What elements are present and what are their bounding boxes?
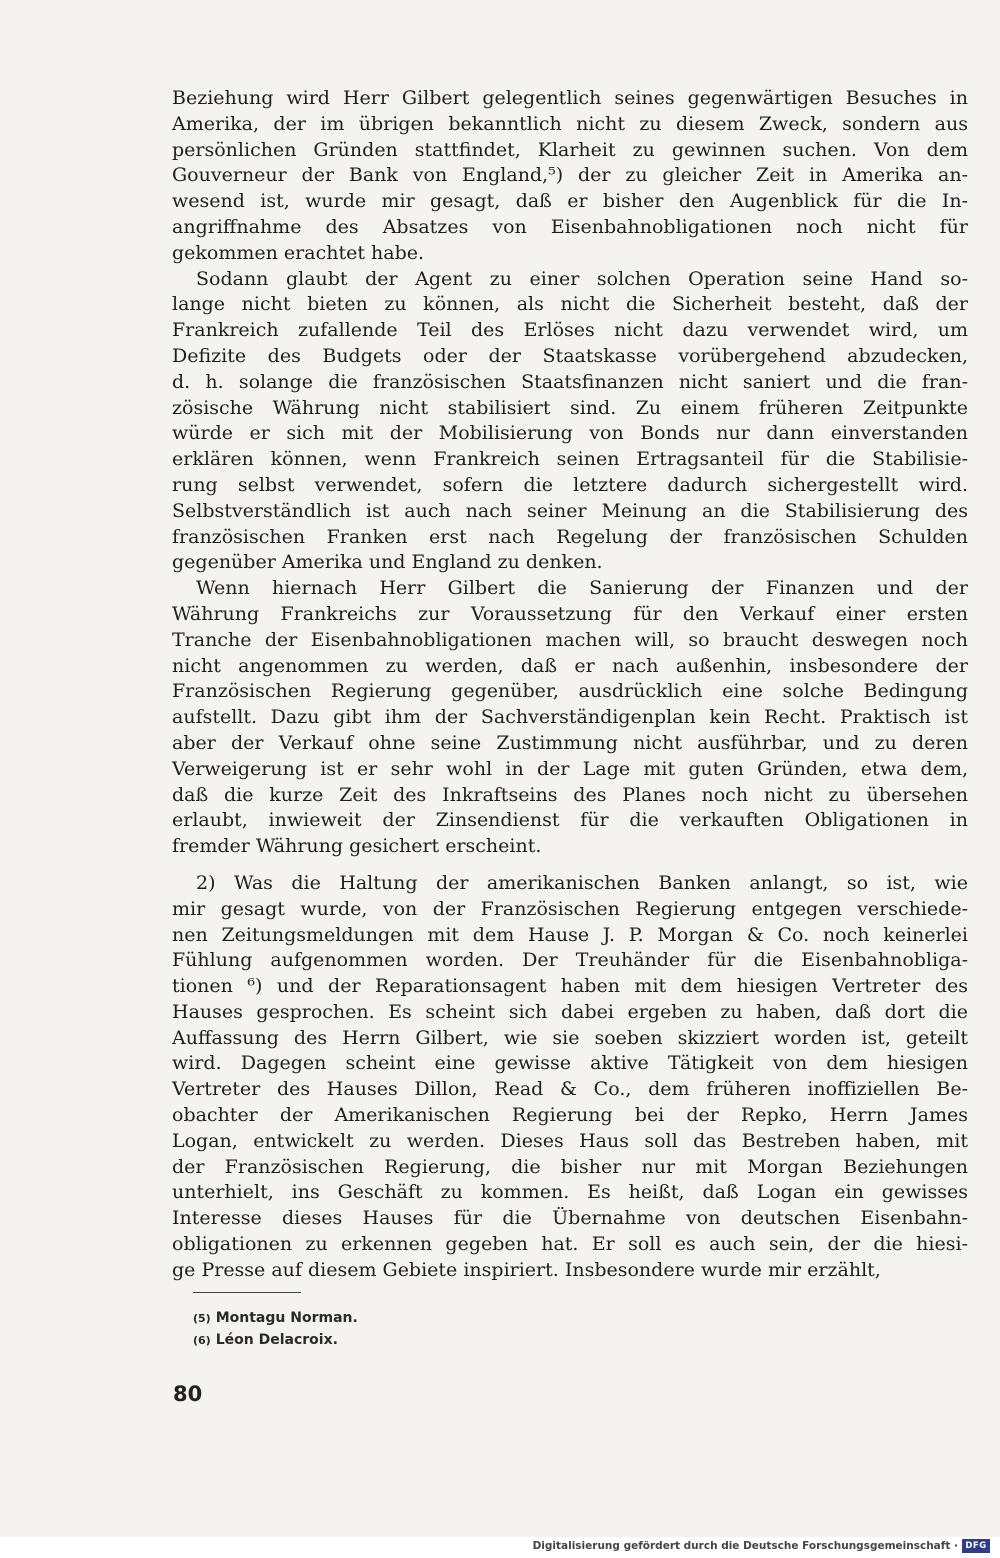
text-line: Fühlung aufgenommen worden. Der Treuhänder für die Eisenbahnobliga- xyxy=(172,949,968,972)
paragraph xyxy=(172,576,968,860)
text-line: obligationen zu erkennen gegeben hat. Er soll es auch sein, der die hiesi- xyxy=(172,1233,968,1256)
text-line: d. h. solange die französischen Staatsfinanzen nicht saniert und die fran- xyxy=(172,370,968,393)
text-line: Vertreter des Hauses Dillon, Read & Co., dem früheren inoffiziellen Be- xyxy=(172,1078,968,1101)
text-line: Beziehung wird Herr Gilbert gelegentlich seines gegenwärtigen Besuches in xyxy=(172,87,968,109)
paragraph xyxy=(172,871,968,1284)
footnote-marker: (5) xyxy=(193,1312,211,1325)
text-line: Währung Frankreichs zur Voraussetzung für den Verkauf einer ersten xyxy=(172,602,968,625)
text-line: der Französischen Regierung, die bisher nur mit Morgan Beziehungen xyxy=(172,1155,968,1178)
footnote-rule xyxy=(193,1292,301,1293)
text-line: Frankreich zufallende Teil des Erlöses nicht dazu verwendet wird, um xyxy=(172,319,968,342)
text-line: Verweigerung ist er sehr wohl in der Lage mit guten Gründen, etwa dem, xyxy=(172,757,968,780)
text-line: fremder Währung gesichert erscheint. xyxy=(172,835,542,858)
text-line: ge Presse auf diesem Gebiete inspiriert. Insbesondere wurde mir erzählt, xyxy=(172,1258,881,1281)
text-line: zösische Währung nicht stabilisiert sind. Zu einem früheren Zeitpunkte xyxy=(172,396,968,419)
paragraph-gap xyxy=(172,860,968,871)
text-line: daß die kurze Zeit des Inkraftseins des Planes noch nicht zu übersehen xyxy=(172,783,968,806)
text-line: tionen ⁶) und der Reparationsagent haben mit dem hiesigen Vertreter des xyxy=(172,975,968,998)
text-line: nen Zeitungsmeldungen mit dem Hause J. P. Morgan & Co. noch keinerlei xyxy=(172,923,968,946)
text-line: angriffnahme des Absatzes von Eisenbahnobligationen noch nicht für xyxy=(172,215,968,238)
digitization-credit: Digitalisierung gefördert durch die Deutsche Forschungsgemeinschaft · xyxy=(532,1540,958,1552)
text-line: würde er sich mit der Mobilisierung von Bonds nur dann einverstanden xyxy=(172,422,968,445)
text-line: persönlichen Gründen stattfindet, Klarheit zu gewinnen suchen. Von dem xyxy=(172,138,968,161)
paragraph xyxy=(172,267,968,577)
page-number: 80 xyxy=(173,1382,203,1406)
paragraph xyxy=(172,86,968,267)
text-line: Sodann glaubt der Agent zu einer solchen Operation seine Hand so- xyxy=(196,267,968,290)
text-line: rung selbst verwendet, sofern die letztere dadurch sichergestellt wird. xyxy=(172,473,968,496)
text-line: Interesse dieses Hauses für die Übernahme von deutschen Eisenbahn- xyxy=(172,1207,968,1230)
text-line: lange nicht bieten zu können, als nicht die Sicherheit besteht, daß der xyxy=(172,293,968,316)
text-line: mir gesagt wurde, von der Französischen Regierung entgegen verschiede- xyxy=(172,897,968,920)
text-line: unterhielt, ins Geschäft zu kommen. Es heißt, daß Logan ein gewisses xyxy=(172,1181,968,1204)
footnotes xyxy=(193,1307,693,1351)
footnote-marker: (6) xyxy=(193,1334,211,1347)
text-line: Auffassung des Herrn Gilbert, wie sie soeben skizziert worden ist, geteilt xyxy=(172,1026,968,1049)
text-line: erlaubt, inwieweit der Zinsendienst für die verkauften Obligationen in xyxy=(172,809,968,832)
text-line: wesend ist, wurde mir gesagt, daß er bisher den Augenblick für die In- xyxy=(172,190,968,213)
text-line: 2) Was die Haltung der amerikanischen Banken anlangt, so ist, wie xyxy=(196,871,968,894)
footnote xyxy=(193,1307,693,1329)
text-line: gekommen erachtet habe. xyxy=(172,241,425,264)
footnote-text: Léon Delacroix. xyxy=(215,1332,338,1348)
text-line: Logan, entwickelt zu werden. Dieses Haus soll das Bestreben haben, mit xyxy=(172,1129,968,1152)
text-line: Amerika, der im übrigen bekanntlich nicht zu diesem Zweck, sondern aus xyxy=(172,112,968,135)
text-line: aber der Verkauf ohne seine Zustimmung nicht ausführbar, und zu deren xyxy=(172,731,968,754)
text-line: Hauses gesprochen. Es scheint sich dabei ergeben zu haben, daß dort die xyxy=(172,1000,968,1023)
body-text xyxy=(172,86,968,1284)
text-line: Wenn hiernach Herr Gilbert die Sanierung der Finanzen und der xyxy=(196,577,968,600)
text-line: gegenüber Amerika und England zu denken. xyxy=(172,551,603,574)
dfg-logo: DFG xyxy=(962,1539,990,1553)
text-line: Defizite des Budgets oder der Staatskasse vorübergehend abzudecken, xyxy=(172,344,968,367)
text-line: wird. Dagegen scheint eine gewisse aktive Tätigkeit von dem hiesigen xyxy=(172,1052,968,1075)
footnote xyxy=(193,1329,693,1351)
text-line: Tranche der Eisenbahnobligationen machen will, so braucht deswegen noch xyxy=(172,628,968,651)
text-line: nicht angenommen zu werden, daß er nach außenhin, insbesondere der xyxy=(172,654,968,677)
text-line: aufstellt. Dazu gibt ihm der Sachverständigenplan kein Recht. Praktisch ist xyxy=(172,706,968,729)
text-line: Gouverneur der Bank von England,⁵) der zu gleicher Zeit in Amerika an- xyxy=(172,164,968,187)
text-line: erklären können, wenn Frankreich seinen Ertragsanteil für die Stabilisie- xyxy=(172,448,968,471)
text-line: Selbstverständlich ist auch nach seiner Meinung an die Stabilisierung des xyxy=(172,499,968,522)
text-line: obachter der Amerikanischen Regierung bei der Repko, Herrn James xyxy=(172,1104,968,1127)
footnote-text: Montagu Norman. xyxy=(215,1310,358,1326)
text-line: französischen Franken erst nach Regelung der französischen Schulden xyxy=(172,525,968,548)
text-line: Französischen Regierung gegenüber, ausdrücklich eine solche Bedingung xyxy=(172,680,968,703)
